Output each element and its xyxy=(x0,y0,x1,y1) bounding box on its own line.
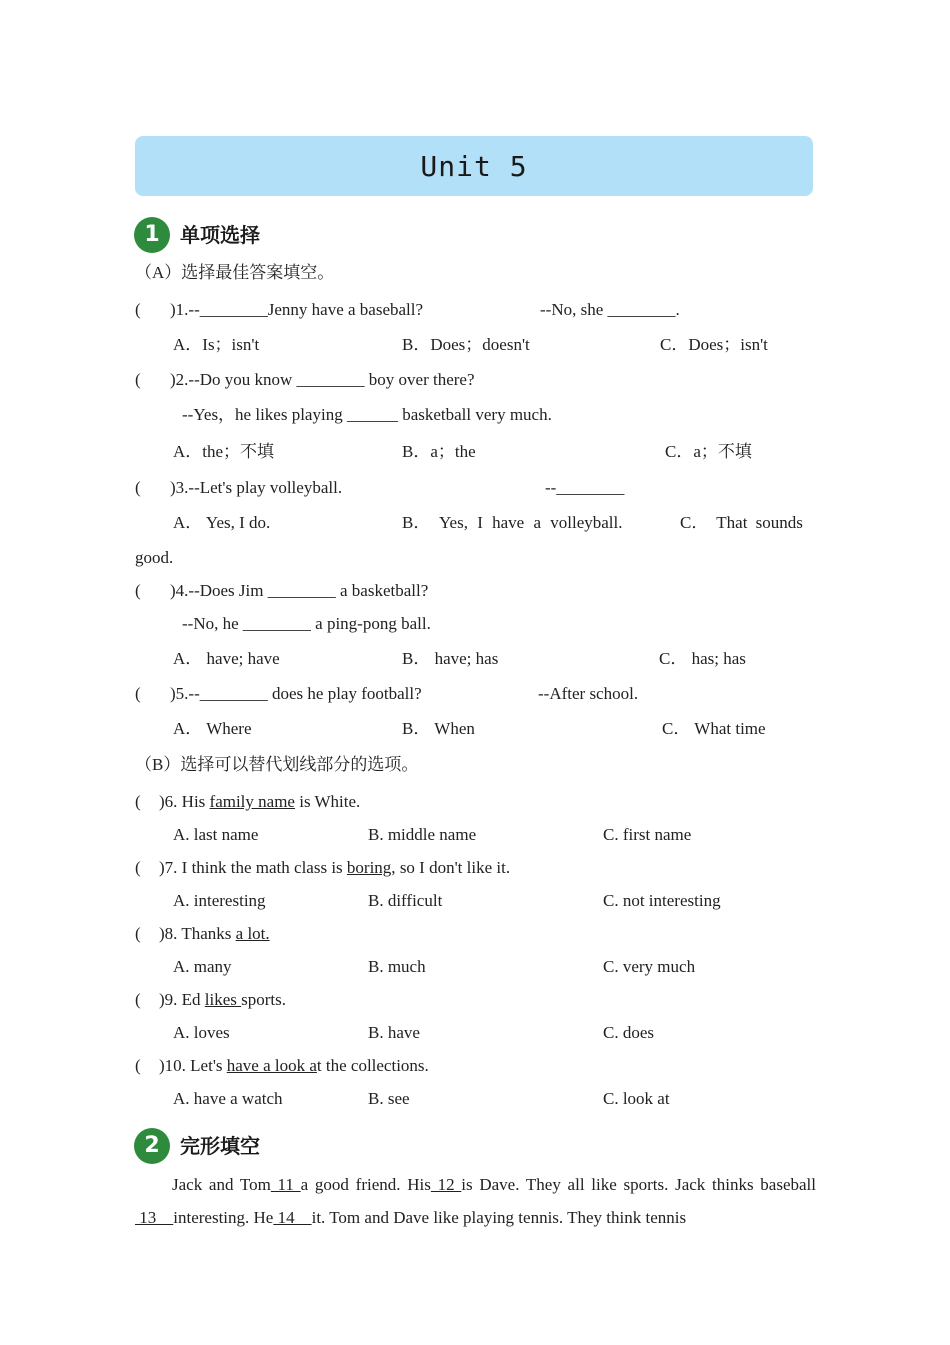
answer-paren: ( xyxy=(135,990,141,1009)
question-7-option-c: C. not interesting xyxy=(603,891,721,910)
blank-14: 14 xyxy=(273,1208,312,1227)
answer-paren: ( xyxy=(135,684,141,703)
part-a-instruction: （A）选择最佳答案填空。 xyxy=(135,263,335,282)
section-1-number: 1 xyxy=(134,217,170,253)
question-7-option-b: B. difficult xyxy=(368,891,443,910)
answer-paren: ( xyxy=(135,1056,141,1075)
question-10-stem: )10. Let's have a look at the collections. xyxy=(159,1056,429,1075)
question-3-option-b: B． Yes, I have a volleyball. xyxy=(402,513,623,532)
question-7-stem: )7. I think the math class is boring, so I don't like it. xyxy=(159,858,511,877)
underlined-phrase: boring, xyxy=(346,858,396,877)
question-6-option-c: C. first name xyxy=(603,825,692,844)
blank-12: 12 xyxy=(430,1175,462,1194)
question-3-stem: )3.--Let's play volleyball. xyxy=(170,478,343,497)
question-7-option-a: A. interesting xyxy=(173,891,266,910)
underlined-phrase: have a look a xyxy=(226,1056,317,1075)
question-8-stem: )8. Thanks a lot. xyxy=(159,924,270,943)
cloze-passage: Jack and Tom 11 a good friend. His 12 is Dave. They all like sports. Jack thinks baseball 13 interesting. He 14 it. Tom and Dave like playing tennis. They think tennis xyxy=(135,1175,816,1227)
question-2-option-a: A．the；不填 xyxy=(173,442,275,461)
question-6-stem: )6. His family name is White. xyxy=(159,792,361,811)
underlined-phrase: a lot. xyxy=(235,924,270,943)
answer-paren: ( xyxy=(135,858,141,877)
answer-paren: ( xyxy=(135,924,141,943)
question-9-option-c: C. does xyxy=(603,1023,654,1042)
question-2-line2: --Yes，he likes playing ______ basketball very much. xyxy=(182,405,552,424)
question-8-option-b: B. much xyxy=(368,957,426,976)
question-3-option-a: A． Yes, I do. xyxy=(173,513,271,532)
question-1-stem: )1.--________Jenny have a baseball? xyxy=(170,300,424,319)
part-b-instruction: （B）选择可以替代划线部分的选项。 xyxy=(135,755,419,774)
question-1-option-c: C．Does；isn't xyxy=(660,335,768,354)
blank-13: 13 xyxy=(135,1208,174,1227)
question-8-option-c: C. very much xyxy=(603,957,696,976)
page-title: Unit 5 xyxy=(420,150,528,183)
section-2-title: 完形填空 xyxy=(180,1134,260,1158)
question-5-option-b: B． When xyxy=(402,719,475,738)
question-5-reply: --After school. xyxy=(538,684,639,703)
question-10-option-a: A. have a watch xyxy=(173,1089,283,1108)
question-1-option-b: B．Does；doesn't xyxy=(402,335,530,354)
question-9-option-b: B. have xyxy=(368,1023,420,1042)
question-10-option-c: C. look at xyxy=(603,1089,670,1108)
title-banner xyxy=(135,136,813,196)
question-1-option-a: A．Is；isn't xyxy=(173,335,260,354)
question-5-option-a: A． Where xyxy=(173,719,252,738)
question-10-option-b: B. see xyxy=(368,1089,410,1108)
question-5-option-c: C． What time xyxy=(662,719,766,738)
question-3-reply: --________ xyxy=(545,478,625,497)
question-3-option-c-continued: good. xyxy=(135,548,174,567)
answer-paren: ( xyxy=(135,370,141,389)
question-6-option-a: A. last name xyxy=(173,825,259,844)
question-5-stem: )5.--________ does he play football? xyxy=(170,684,422,703)
question-2-option-b: B．a；the xyxy=(402,442,476,461)
question-4-option-b: B． have; has xyxy=(402,649,499,668)
question-4-stem: )4.--Does Jim ________ a basketball? xyxy=(170,581,429,600)
question-4-option-a: A． have; have xyxy=(173,649,280,668)
question-4-option-c: C． has; has xyxy=(659,649,746,668)
answer-paren: ( xyxy=(135,300,141,319)
underlined-phrase: family name xyxy=(209,792,295,811)
answer-paren: ( xyxy=(135,581,141,600)
question-4-line2: --No, he ________ a ping-pong ball. xyxy=(182,614,431,633)
blank-11: 11 xyxy=(270,1175,301,1194)
question-6-option-b: B. middle name xyxy=(368,825,477,844)
question-2-stem: )2.--Do you know ________ boy over there? xyxy=(170,370,475,389)
question-9-option-a: A. loves xyxy=(173,1023,230,1042)
question-2-option-c: C．a；不填 xyxy=(665,442,752,461)
section-1-title: 单项选择 xyxy=(180,223,260,247)
question-9-stem: )9. Ed likes sports. xyxy=(159,990,287,1009)
underlined-phrase: likes xyxy=(204,990,242,1009)
question-8-option-a: A. many xyxy=(173,957,232,976)
section-2-number: 2 xyxy=(134,1128,170,1164)
answer-paren: ( xyxy=(135,792,141,811)
question-1-reply: --No, she ________. xyxy=(540,300,680,319)
answer-paren: ( xyxy=(135,478,141,497)
question-3-option-c: C． That sounds xyxy=(680,513,803,532)
